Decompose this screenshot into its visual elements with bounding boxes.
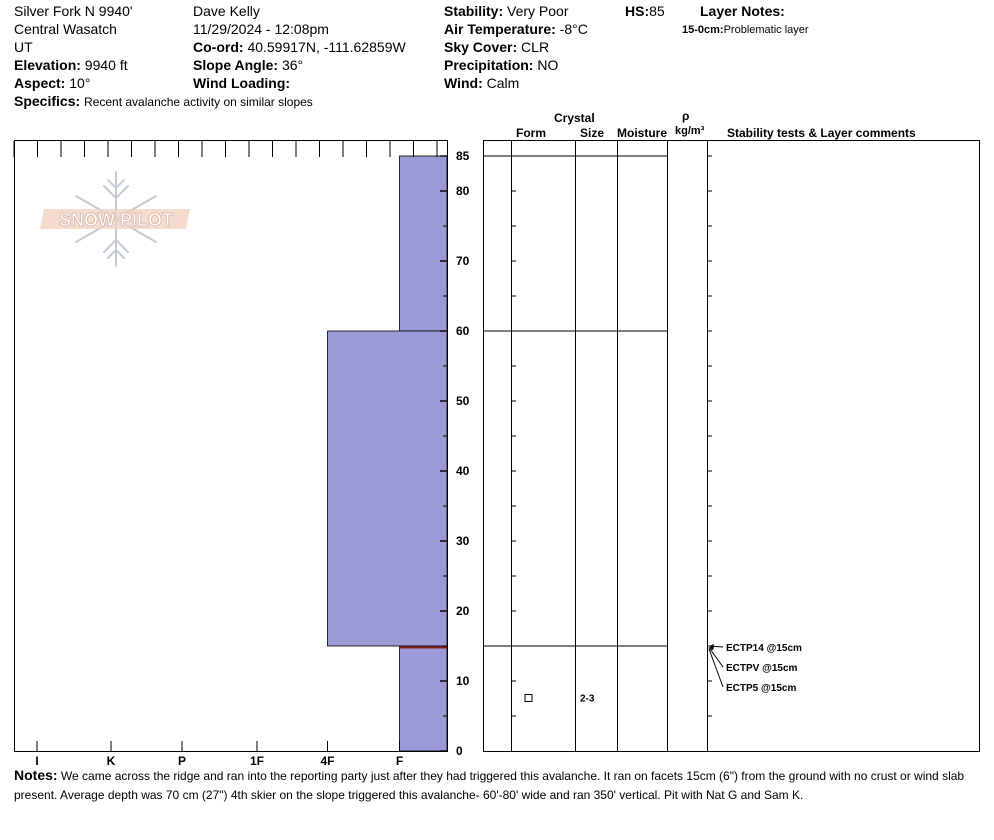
coord-label: Co-ord: xyxy=(193,39,244,55)
notes-section xyxy=(14,766,989,805)
stability-label: Stability: xyxy=(444,3,504,19)
coord-value: 40.59917N, -111.62859W xyxy=(247,39,406,55)
location-name: Silver Fork N 9940' xyxy=(14,3,133,19)
size-header: Size xyxy=(580,126,605,140)
grain-forms xyxy=(525,694,595,705)
depth-tick-label: 40 xyxy=(456,464,470,478)
hardness-tick-label: K xyxy=(106,754,116,768)
logo-text: SNOW PILOT xyxy=(59,210,173,230)
hardness-tick-label: 1F xyxy=(249,754,265,768)
stability-test-label: ECTPV @15cm xyxy=(726,663,798,674)
hardness-layer-1 xyxy=(328,331,448,646)
depth-tick-label: 30 xyxy=(456,534,470,548)
top-ticks xyxy=(14,141,437,157)
sky-cover-value: CLR xyxy=(521,39,550,55)
stability-test-label: ECTP5 @15cm xyxy=(726,683,797,694)
hardness-tick-label: P xyxy=(177,754,187,768)
depth-tick-label: 60 xyxy=(456,324,470,338)
profile-table-frame xyxy=(484,141,980,752)
table-depth-ticks xyxy=(511,156,712,716)
elevation-value: 9940 ft xyxy=(84,57,128,73)
sky-cover-label: Sky Cover: xyxy=(444,39,518,55)
hardness-axis xyxy=(35,741,403,768)
range-name: Central Wasatch xyxy=(14,21,117,37)
air-temp-value: -8°C xyxy=(559,21,588,37)
slope-value: 36° xyxy=(281,57,304,73)
stability-test-label: ECTP14 @15cm xyxy=(726,643,802,654)
crystal-header: Crystal xyxy=(554,111,595,125)
layer-notes-label: Layer Notes: xyxy=(700,3,785,19)
hardness-layer-0 xyxy=(400,156,448,331)
layer-note-text: Problematic layer xyxy=(723,24,809,36)
grain-size-label: 2-3 xyxy=(580,693,595,705)
precip-label: Precipitation: xyxy=(444,57,534,73)
form-header: Form xyxy=(516,126,546,140)
depth-tick-label: 0 xyxy=(456,744,463,758)
notes-label: Notes: xyxy=(14,767,58,783)
hs-label: HS: xyxy=(625,3,650,19)
stability-tests xyxy=(709,643,802,694)
observer-name: Dave Kelly xyxy=(193,3,260,19)
hs-value: 85 xyxy=(649,3,665,19)
wind-label: Wind: xyxy=(444,75,483,91)
state-name: UT xyxy=(14,39,33,55)
depth-tick-label: 50 xyxy=(456,394,470,408)
snow-pilot-logo xyxy=(40,172,190,266)
depth-tick-label: 80 xyxy=(456,184,470,198)
depth-tick-label: 10 xyxy=(456,674,470,688)
wind-loading-label: Wind Loading: xyxy=(193,75,291,91)
specifics-label: Specifics: xyxy=(14,93,81,109)
aspect-value: 10° xyxy=(69,75,91,91)
comments-header: Stability tests & Layer comments xyxy=(727,126,916,140)
density-symbol: ρ xyxy=(682,109,690,123)
notes-text: We came across the ridge and ran into the reporting party just after they had triggered this avalanche. It ran on facets 15cm (6") from the ground with no crust or wind slab present. Average depth was 70 cm (27") 4th skier on the slope triggered this avalanche- 60'-80' wide and ran 350' vertical. Pit with Nat G and Sam K. xyxy=(14,769,965,802)
moisture-header: Moisture xyxy=(617,126,668,140)
stability-value: Very Poor xyxy=(507,3,569,19)
test-leader-line xyxy=(709,648,723,668)
hardness-layer-2 xyxy=(400,646,448,751)
depth-tick-label: 20 xyxy=(456,604,470,618)
hardness-tick-label: F xyxy=(395,754,404,768)
slope-label: Slope Angle: xyxy=(193,57,279,73)
observation-datetime: 11/29/2024 - 12:08pm xyxy=(193,21,329,37)
specifics-value: Recent avalanche activity on similar slopes xyxy=(84,95,313,109)
wind-value: Calm xyxy=(486,75,520,91)
layer-note-depth: 15-0cm: xyxy=(682,24,724,36)
hardness-tick-label: I xyxy=(35,754,39,768)
density-unit: kg/m³ xyxy=(675,125,705,137)
elevation-label: Elevation: xyxy=(14,57,81,73)
square-facet-icon xyxy=(525,695,532,702)
hardness-layers xyxy=(328,156,448,751)
precip-value: NO xyxy=(537,57,559,73)
depth-tick-label: 70 xyxy=(456,254,470,268)
depth-tick-label: 85 xyxy=(456,149,470,163)
air-temp-label: Air Temperature: xyxy=(444,21,556,37)
aspect-label: Aspect: xyxy=(14,75,66,91)
hardness-tick-label: 4F xyxy=(320,754,335,768)
